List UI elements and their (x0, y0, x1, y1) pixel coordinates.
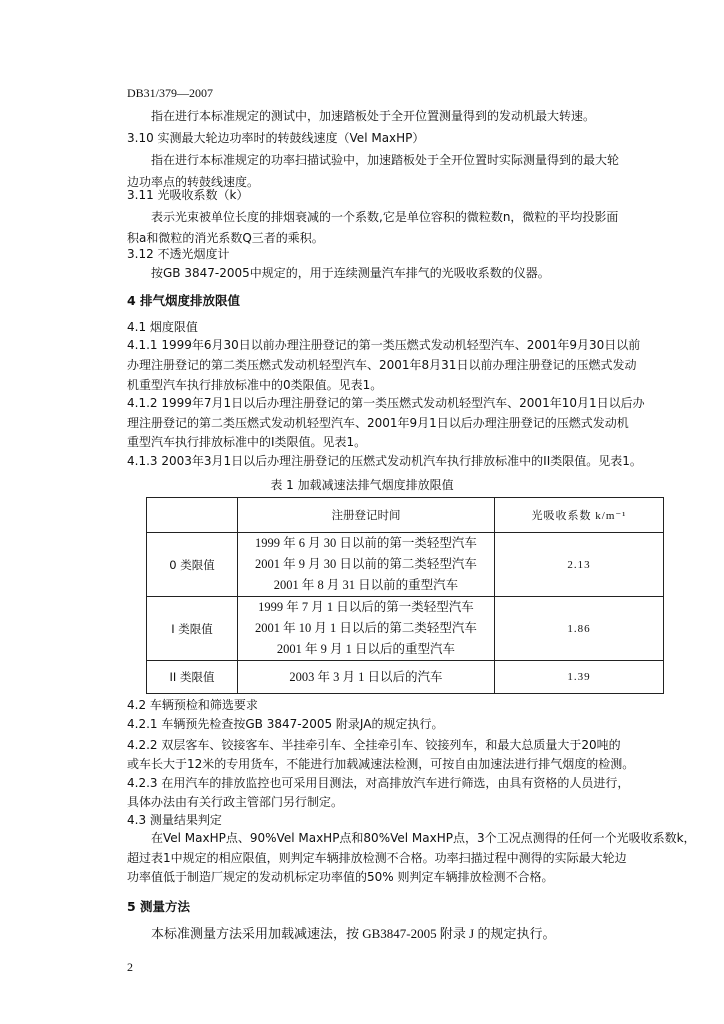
row-label: I 类限值 (147, 597, 238, 661)
text-line: 本标准测量方法采用加载减速法，按 GB3847-2005 附录 J 的规定执行。 (151, 926, 556, 941)
text-line: 4.1.2 1999年7月1日以后办理注册登记的第一类压燃式发动机轻型汽车、2001年10月1日以后办 (127, 396, 645, 410)
page-number: 2 (127, 960, 133, 974)
text-line: 功率值低于制造厂规定的发动机标定功率值的50% 则判定车辆排放检测不合格。 (127, 870, 554, 884)
standard-code: DB31/379—2007 (127, 86, 214, 100)
text-line: 理注册登记的第二类压燃式发动机轻型汽车、2001年9月1日以后办理注册登记的压燃式发动机 (127, 416, 629, 430)
date-line: 1999 年 6 月 30 日以前的第一类轻型汽车 (255, 536, 477, 550)
clause-heading: 4.2 车辆预检和筛选要求 (127, 698, 258, 712)
text-line: 边功率点的转鼓线速度。 (127, 175, 260, 189)
table-row (147, 597, 664, 661)
text-line: 办理注册登记的第二类压燃式发动机轻型汽车、2001年8月31日以前办理注册登记的压燃式发动 (127, 358, 637, 372)
section-heading: 5 测量方法 (127, 899, 191, 914)
header-absorption-coefficient: 光吸收系数 k/m⁻¹ (495, 498, 664, 533)
emission-limits-table (146, 497, 664, 694)
clause-heading: 4.3 测量结果判定 (127, 813, 222, 827)
table-row (147, 661, 664, 694)
header-registration-date: 注册登记时间 (238, 498, 495, 533)
date-line: 2001 年 10 月 1 日以后的第二类轻型汽车 (255, 621, 477, 635)
table-header-row (147, 498, 664, 533)
registration-date-cell (238, 661, 495, 694)
k-value: 1.86 (495, 597, 664, 661)
text-line: 超过表1中规定的相应限值，则判定车辆排放检测不合格。功率扫描过程中测得的实际最大轮边 (127, 851, 627, 865)
section-heading: 4 排气烟度排放限值 (127, 293, 241, 308)
text-line: 指在进行本标准规定的功率扫描试验中，加速踏板处于全开位置时实际测量得到的最大轮 (151, 153, 620, 167)
text-line: 表示光束被单位长度的排烟衰减的一个系数,它是单位容积的微粒数n，微粒的平均投影面 (151, 210, 619, 224)
k-value: 1.39 (495, 661, 664, 694)
text-line: 在Vel MaxHP点、90%Vel MaxHP点和80%Vel MaxHP点，3个工况点测得的任何一个光吸收系数k， (151, 831, 696, 845)
text-line: 重型汽车执行排放标准中的I类限值。见表1。 (127, 435, 367, 449)
date-line: 2001 年 9 月 30 日以前的第二类轻型汽车 (255, 557, 477, 571)
row-label: II 类限值 (147, 661, 238, 694)
row-label: 0 类限值 (147, 533, 238, 597)
clause-heading: 3.10 实测最大轮边功率时的转鼓线速度（Vel MaxHP） (127, 131, 425, 145)
date-line: 1999 年 7 月 1 日以后的第一类轻型汽车 (258, 600, 474, 614)
table-caption: 表 1 加载减速法排气烟度排放限值 (270, 478, 454, 492)
clause-heading: 3.12 不透光烟度计 (127, 247, 230, 261)
text-line: 指在进行本标准规定的测试中，加速踏板处于全开位置测量得到的发动机最大转速。 (151, 109, 596, 123)
date-line: 2003 年 3 月 1 日以后的汽车 (289, 669, 443, 684)
header-blank-cell (147, 498, 238, 533)
k-value: 2.13 (495, 533, 664, 597)
text-line: 积a和微粒的消光系数Q三者的乘积。 (127, 231, 324, 245)
text-line: 4.1.1 1999年6月30日以前办理注册登记的第一类压燃式发动机轻型汽车、2001年9月30日以前 (127, 338, 641, 352)
clause-heading: 3.11 光吸收系数（k） (127, 188, 249, 202)
date-line: 2001 年 8 月 31 日以前的重型汽车 (273, 578, 459, 592)
text-line: 具体办法由有关行政主管部门另行制定。 (127, 795, 344, 809)
text-line: 4.2.3 在用汽车的排放监控也可采用目测法，对高排放汽车进行筛选，由具有资格的人员进行， (127, 776, 630, 790)
date-line: 2001 年 9 月 1 日以后的重型汽车 (276, 642, 456, 656)
text-line: 4.1.3 2003年3月1日以后办理注册登记的压燃式发动机汽车执行排放标准中的II类限值。见表1。 (127, 454, 642, 468)
text-line: 按GB 3847-2005中规定的，用于连续测量汽车排气的光吸收系数的仪器。 (151, 266, 550, 280)
table-row (147, 533, 664, 597)
text-line: 机重型汽车执行排放标准中的0类限值。见表1。 (127, 378, 383, 392)
text-line: 4.2.2 双层客车、铰接客车、半挂牵引车、全挂牵引车、铰接列车，和最大总质量大于20吨的 (127, 738, 621, 752)
clause-heading: 4.1 烟度限值 (127, 320, 198, 334)
text-line: 4.2.1 车辆预先检查按GB 3847-2005 附录JA的规定执行。 (127, 717, 444, 731)
registration-date-cell (238, 597, 495, 661)
registration-date-cell (238, 533, 495, 597)
text-line: 或车长大于12米的专用货车，不能进行加载减速法检测，可按自由加速法进行排气烟度的检测。 (127, 757, 635, 771)
